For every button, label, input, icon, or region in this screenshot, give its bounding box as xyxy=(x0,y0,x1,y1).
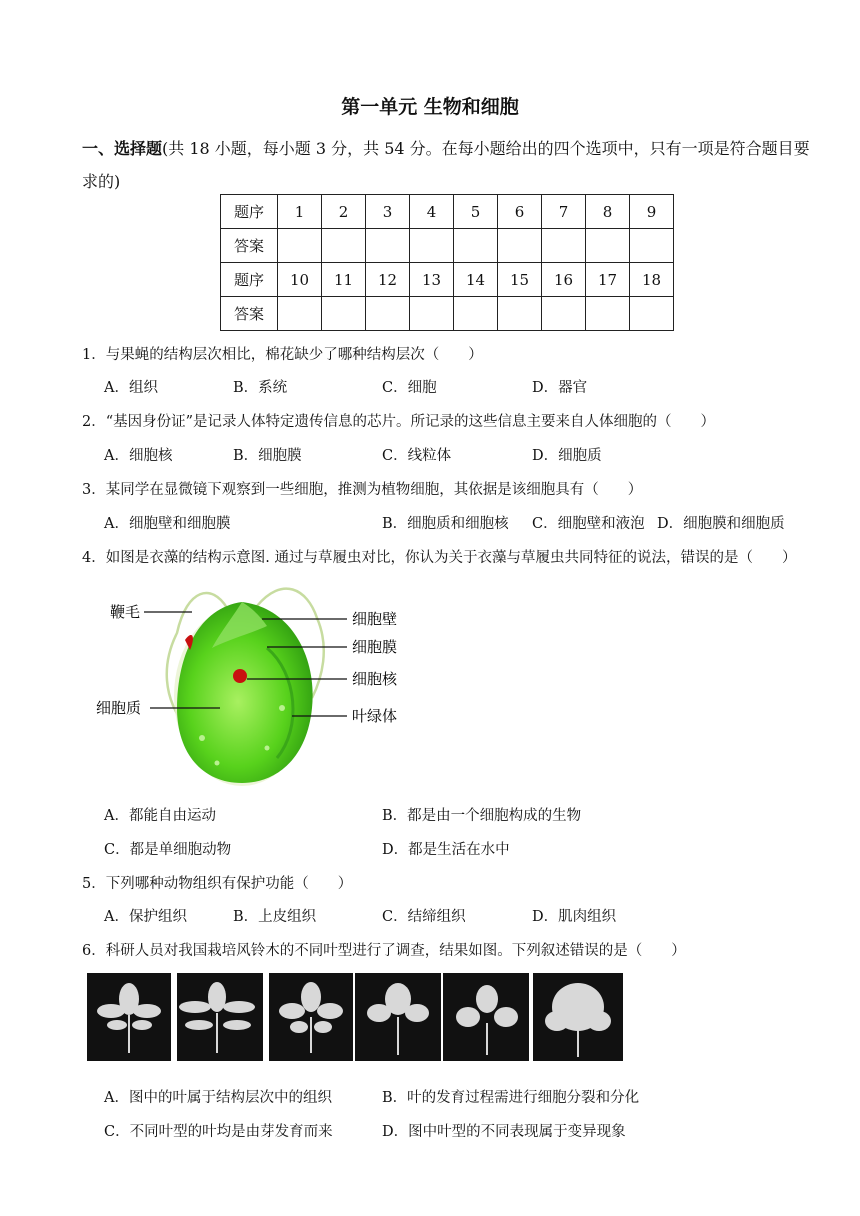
answer-cell[interactable] xyxy=(278,297,322,331)
table-cell: 17 xyxy=(586,263,630,297)
option-3c: C．细胞壁和液泡 xyxy=(532,516,645,532)
table-cell: 11 xyxy=(322,263,366,297)
option-1c: C．细胞 xyxy=(382,380,437,396)
option-4a: A．都能自由运动 xyxy=(104,808,216,824)
table-cell: 9 xyxy=(630,195,674,229)
question-3: 3．某同学在显微镜下观察到一些细胞，推测为植物细胞，其依据是该细胞具有（ ） xyxy=(82,482,643,498)
question-5: 5．下列哪种动物组织有保护功能（ ） xyxy=(82,876,353,892)
table-cell: 8 xyxy=(586,195,630,229)
table-cell: 2 xyxy=(322,195,366,229)
table-cell: 14 xyxy=(454,263,498,297)
option-2c: C．线粒体 xyxy=(382,448,452,464)
table-cell: 1 xyxy=(278,195,322,229)
table-cell: 13 xyxy=(410,263,454,297)
question-2: 2．“基因身份证”是记录人体特定遗传信息的芯片。所记录的这些信息主要来自人体细胞的（ ） xyxy=(82,414,716,430)
row-label: 答案 xyxy=(221,297,278,331)
granule xyxy=(215,761,220,766)
answer-table xyxy=(220,194,674,331)
option-4d: D．都是生活在水中 xyxy=(382,842,510,858)
table-row xyxy=(221,229,674,263)
answer-cell[interactable] xyxy=(498,229,542,263)
answer-cell[interactable] xyxy=(586,229,630,263)
answer-cell[interactable] xyxy=(454,297,498,331)
label-cell-membrane: 细胞膜 xyxy=(352,639,398,656)
answer-cell[interactable] xyxy=(322,229,366,263)
answer-cell[interactable] xyxy=(410,297,454,331)
question-1: 1．与果蝇的结构层次相比，棉花缺少了哪种结构层次（ ） xyxy=(82,347,483,363)
option-6b: B．叶的发育过程需进行细胞分裂和分化 xyxy=(382,1090,640,1106)
label-chloroplast: 叶绿体 xyxy=(352,708,398,725)
table-row xyxy=(221,195,674,229)
table-cell: 4 xyxy=(410,195,454,229)
option-1b: B．系统 xyxy=(233,380,288,396)
table-cell: 3 xyxy=(366,195,410,229)
row-label: 题序 xyxy=(221,195,278,229)
nucleus-dot xyxy=(233,669,247,683)
section-intro xyxy=(82,132,812,198)
answer-cell[interactable] xyxy=(586,297,630,331)
option-6d: D．图中叶型的不同表现属于变异现象 xyxy=(382,1124,626,1140)
answer-cell[interactable] xyxy=(366,297,410,331)
answer-cell[interactable] xyxy=(278,229,322,263)
answer-cell[interactable] xyxy=(630,297,674,331)
granule xyxy=(279,705,285,711)
section-heading: 一、选择题 xyxy=(82,139,163,158)
table-row xyxy=(221,297,674,331)
option-5b: B．上皮组织 xyxy=(233,909,317,925)
option-4c: C．都是单细胞动物 xyxy=(104,842,232,858)
label-cell-wall: 细胞壁 xyxy=(352,611,398,628)
table-cell: 15 xyxy=(498,263,542,297)
question-4: 4．如图是衣藻的结构示意图. 通过与草履虫对比，你认为关于衣藻与草履虫共同特征的说法，错误的是（ ） xyxy=(82,550,797,566)
answer-cell[interactable] xyxy=(410,229,454,263)
granule xyxy=(265,746,270,751)
answer-cell[interactable] xyxy=(366,229,410,263)
row-label: 题序 xyxy=(221,263,278,297)
option-2b: B．细胞膜 xyxy=(233,448,302,464)
table-cell: 6 xyxy=(498,195,542,229)
leaf-types-figure xyxy=(87,973,623,1061)
option-5a: A．保护组织 xyxy=(104,909,187,925)
option-3a: A．细胞壁和细胞膜 xyxy=(104,516,231,532)
table-cell: 18 xyxy=(630,263,674,297)
option-6c: C．不同叶型的叶均是由芽发育而来 xyxy=(104,1124,333,1140)
answer-cell[interactable] xyxy=(630,229,674,263)
answer-cell[interactable] xyxy=(454,229,498,263)
table-cell: 12 xyxy=(366,263,410,297)
option-5d: D．肌肉组织 xyxy=(532,909,617,925)
option-1d: D．器官 xyxy=(532,380,588,396)
option-4b: B．都是由一个细胞构成的生物 xyxy=(382,808,582,824)
table-cell: 7 xyxy=(542,195,586,229)
option-3b: B．细胞质和细胞核 xyxy=(382,516,509,532)
table-cell: 10 xyxy=(278,263,322,297)
answer-cell[interactable] xyxy=(542,229,586,263)
page-title: 第一单元 生物和细胞 xyxy=(341,96,519,118)
answer-cell[interactable] xyxy=(322,297,366,331)
table-cell: 5 xyxy=(454,195,498,229)
label-flagellum: 鞭毛 xyxy=(110,604,141,621)
option-2d: D．细胞质 xyxy=(532,448,602,464)
granule xyxy=(199,735,205,741)
answer-cell[interactable] xyxy=(498,297,542,331)
option-1a: A．组织 xyxy=(104,380,158,396)
label-cytoplasm: 细胞质 xyxy=(96,700,142,717)
table-cell: 16 xyxy=(542,263,586,297)
option-3d: D．细胞膜和细胞质 xyxy=(657,516,785,532)
section-text: (共 18 小题，每小题 3 分，共 54 分。在每小题给出的四个选项中，只有一项是符合题目要求的) xyxy=(82,139,810,191)
answer-cell[interactable] xyxy=(542,297,586,331)
table-row xyxy=(221,263,674,297)
label-nucleus: 细胞核 xyxy=(352,671,398,688)
option-2a: A．细胞核 xyxy=(104,448,173,464)
question-6: 6．科研人员对我国栽培风铃木的不同叶型进行了调查，结果如图。下列叙述错误的是（ ） xyxy=(82,943,686,959)
row-label: 答案 xyxy=(221,229,278,263)
chlamydomonas-figure xyxy=(92,578,422,788)
option-5c: C．结缔组织 xyxy=(382,909,466,925)
option-6a: A．图中的叶属于结构层次中的组织 xyxy=(104,1090,332,1106)
